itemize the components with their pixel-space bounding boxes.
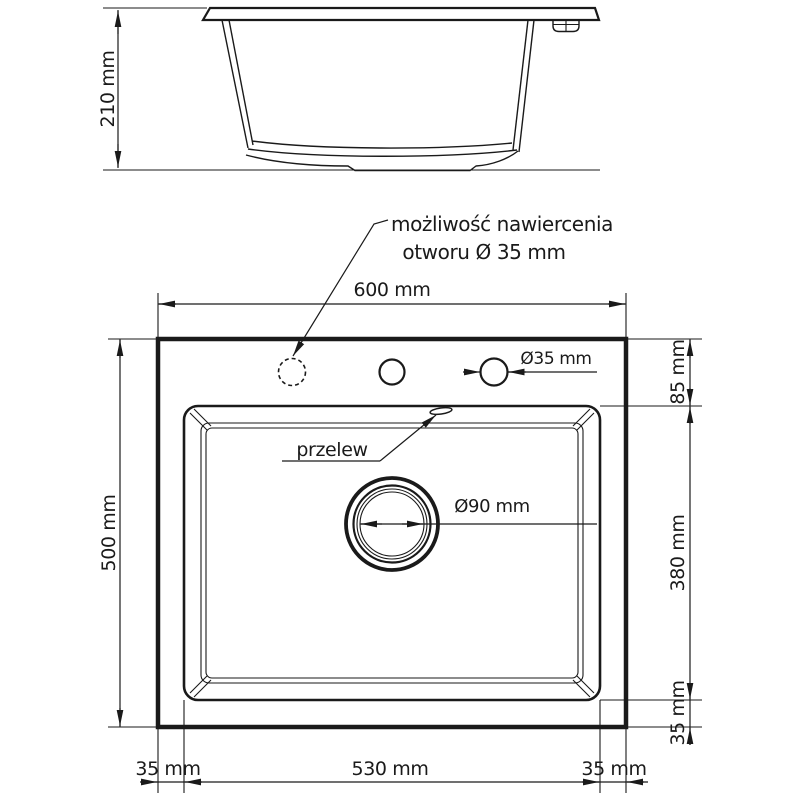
right-margin-label: 35 mm	[581, 758, 647, 780]
basin-right-wall	[513, 20, 528, 150]
drill-note	[293, 212, 613, 356]
hole-diameter-label: Ø35 mm	[520, 349, 592, 369]
overflow-label: przelew	[296, 439, 368, 461]
drill-note-line2: otworu Ø 35 mm	[402, 240, 566, 264]
right-dimension-chain	[667, 339, 690, 746]
overflow-fitting-side	[553, 20, 579, 32]
height-dimension-210	[97, 10, 119, 168]
basin-depth-label: 380 mm	[667, 514, 689, 592]
basin-left-wall-inner	[229, 20, 253, 145]
width-dimension-600	[158, 279, 626, 304]
basin-width-label: 530 mm	[351, 758, 429, 780]
side-height-label: 210 mm	[97, 50, 119, 128]
side-view	[97, 8, 600, 171]
sink-side-profile	[203, 8, 599, 171]
rim-top-offset-label: 85 mm	[667, 339, 689, 405]
width-label: 600 mm	[353, 279, 431, 301]
sink-outline	[158, 339, 626, 727]
left-margin-label: 35 mm	[135, 758, 201, 780]
basin-right-wall-inner	[519, 20, 534, 152]
basin-bottom-inner	[252, 141, 512, 148]
drill-note-line1: możliwość nawiercenia	[390, 212, 614, 236]
depth-label: 500 mm	[98, 494, 120, 572]
drain-diameter-label: Ø90 mm	[454, 496, 530, 517]
rim-bottom-offset-label: 35 mm	[667, 680, 689, 746]
top-view	[98, 279, 702, 793]
bottom-dimension-chain	[135, 758, 648, 782]
basin-bottom-mid	[248, 149, 517, 156]
sink-rim-profile	[203, 8, 599, 20]
depth-dimension-500	[98, 339, 120, 727]
basin-left-wall	[222, 20, 248, 148]
